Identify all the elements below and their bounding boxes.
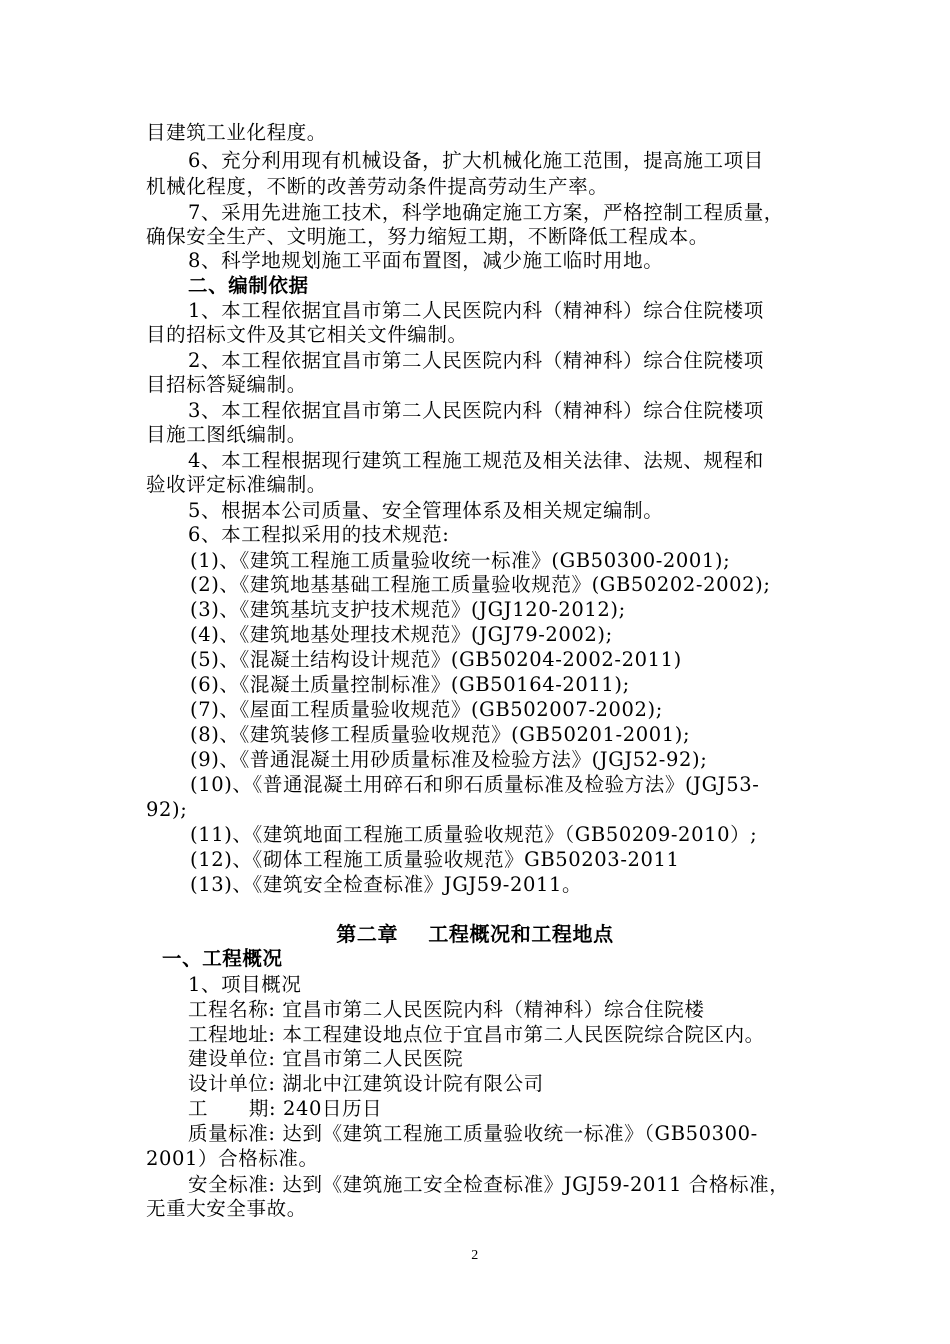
project-field: 建设单位: 宜昌市第二人民医院 — [188, 1047, 464, 1070]
body-line: 7、采用先进施工技术，科学地确定施工方案，严格控制工程质量， — [188, 201, 784, 224]
body-line: 目招标答疑编制。 — [146, 373, 307, 396]
body-line: 2001）合格标准。 — [146, 1147, 319, 1170]
section-heading: 二、编制依据 — [188, 274, 309, 297]
standard-item: (8)、《建筑装修工程质量验收规范》(GB50201-2001); — [190, 723, 691, 746]
chapter-title: 第二章 工程概况和工程地点 — [336, 922, 614, 946]
project-field: 工程名称: 宜昌市第二人民医院内科（精神科）综合住院楼 — [188, 998, 705, 1021]
body-line: 目施工图纸编制。 — [146, 423, 307, 446]
body-line: 确保安全生产、文明施工，努力缩短工期，不断降低工程成本。 — [146, 225, 709, 248]
standard-item: (4)、《建筑地基处理技术规范》(JGJ79-2002); — [190, 623, 613, 646]
project-field: 设计单位: 湖北中江建筑设计院有限公司 — [188, 1072, 544, 1095]
standard-item-continuation: 92); — [146, 798, 188, 821]
standard-item: (3)、《建筑基坑支护技术规范》(JGJ120-2012); — [190, 598, 626, 621]
section-heading: 一、工程概况 — [162, 947, 283, 970]
body-line: 1、项目概况 — [188, 973, 302, 996]
project-field: 质量标准: 达到《建筑工程施工质量验收统一标准》（GB50300- — [188, 1122, 758, 1145]
standard-item: (1)、《建筑工程施工质量验收统一标准》(GB50300-2001); — [190, 549, 731, 572]
body-line: 5、根据本公司质量、安全管理体系及相关规定编制。 — [188, 499, 664, 522]
standard-item: (9)、《普通混凝土用砂质量标准及检验方法》(JGJ52-92); — [190, 748, 708, 771]
project-field: 工 期: 240日历日 — [188, 1097, 383, 1120]
standard-item: (7)、《屋面工程质量验收规范》(GB502007-2002); — [190, 698, 663, 721]
body-line: 1、本工程依据宜昌市第二人民医院内科（精神科）综合住院楼项 — [188, 299, 764, 322]
body-line: 机械化程度，不断的改善劳动条件提高劳动生产率。 — [146, 175, 609, 198]
project-field: 工程地址: 本工程建设地点位于宜昌市第二人民医院综合院区内。 — [188, 1023, 765, 1046]
standard-item: (12)、《砌体工程施工质量验收规范》GB50203-2011 — [190, 848, 680, 871]
body-line: 3、本工程依据宜昌市第二人民医院内科（精神科）综合住院楼项 — [188, 399, 764, 422]
body-line: 无重大安全事故。 — [146, 1197, 307, 1220]
standard-item: (5)、《混凝土结构设计规范》(GB50204-2002-2011) — [190, 648, 682, 671]
body-line: 6、本工程拟采用的技术规范: — [188, 523, 450, 546]
body-line: 验收评定标准编制。 — [146, 473, 327, 496]
page-number: 2 — [471, 1248, 479, 1263]
body-line: 2、本工程依据宜昌市第二人民医院内科（精神科）综合住院楼项 — [188, 349, 764, 372]
body-line: 4、本工程根据现行建筑工程施工规范及相关法律、法规、规程和 — [188, 449, 764, 472]
standard-item: (10)、《普通混凝土用碎石和卵石质量标准及检验方法》(JGJ53- — [190, 773, 760, 796]
body-line: 目的招标文件及其它相关文件编制。 — [146, 323, 468, 346]
standard-item: (6)、《混凝土质量控制标准》(GB50164-2011); — [190, 673, 630, 696]
project-field: 安全标准: 达到《建筑施工安全检查标准》JGJ59-2011 合格标准， — [188, 1173, 790, 1196]
standard-item: (11)、《建筑地面工程施工质量验收规范》（GB50209-2010）; — [190, 823, 758, 846]
body-line: 目建筑工业化程度。 — [146, 121, 327, 144]
standard-item: (13)、《建筑安全检查标准》JGJ59-2011。 — [190, 873, 583, 896]
body-line: 6、充分利用现有机械设备，扩大机械化施工范围，提高施工项目 — [188, 149, 764, 172]
standard-item: (2)、《建筑地基基础工程施工质量验收规范》(GB50202-2002); — [190, 573, 771, 596]
body-line: 8、科学地规划施工平面布置图，减少施工临时用地。 — [188, 249, 664, 272]
